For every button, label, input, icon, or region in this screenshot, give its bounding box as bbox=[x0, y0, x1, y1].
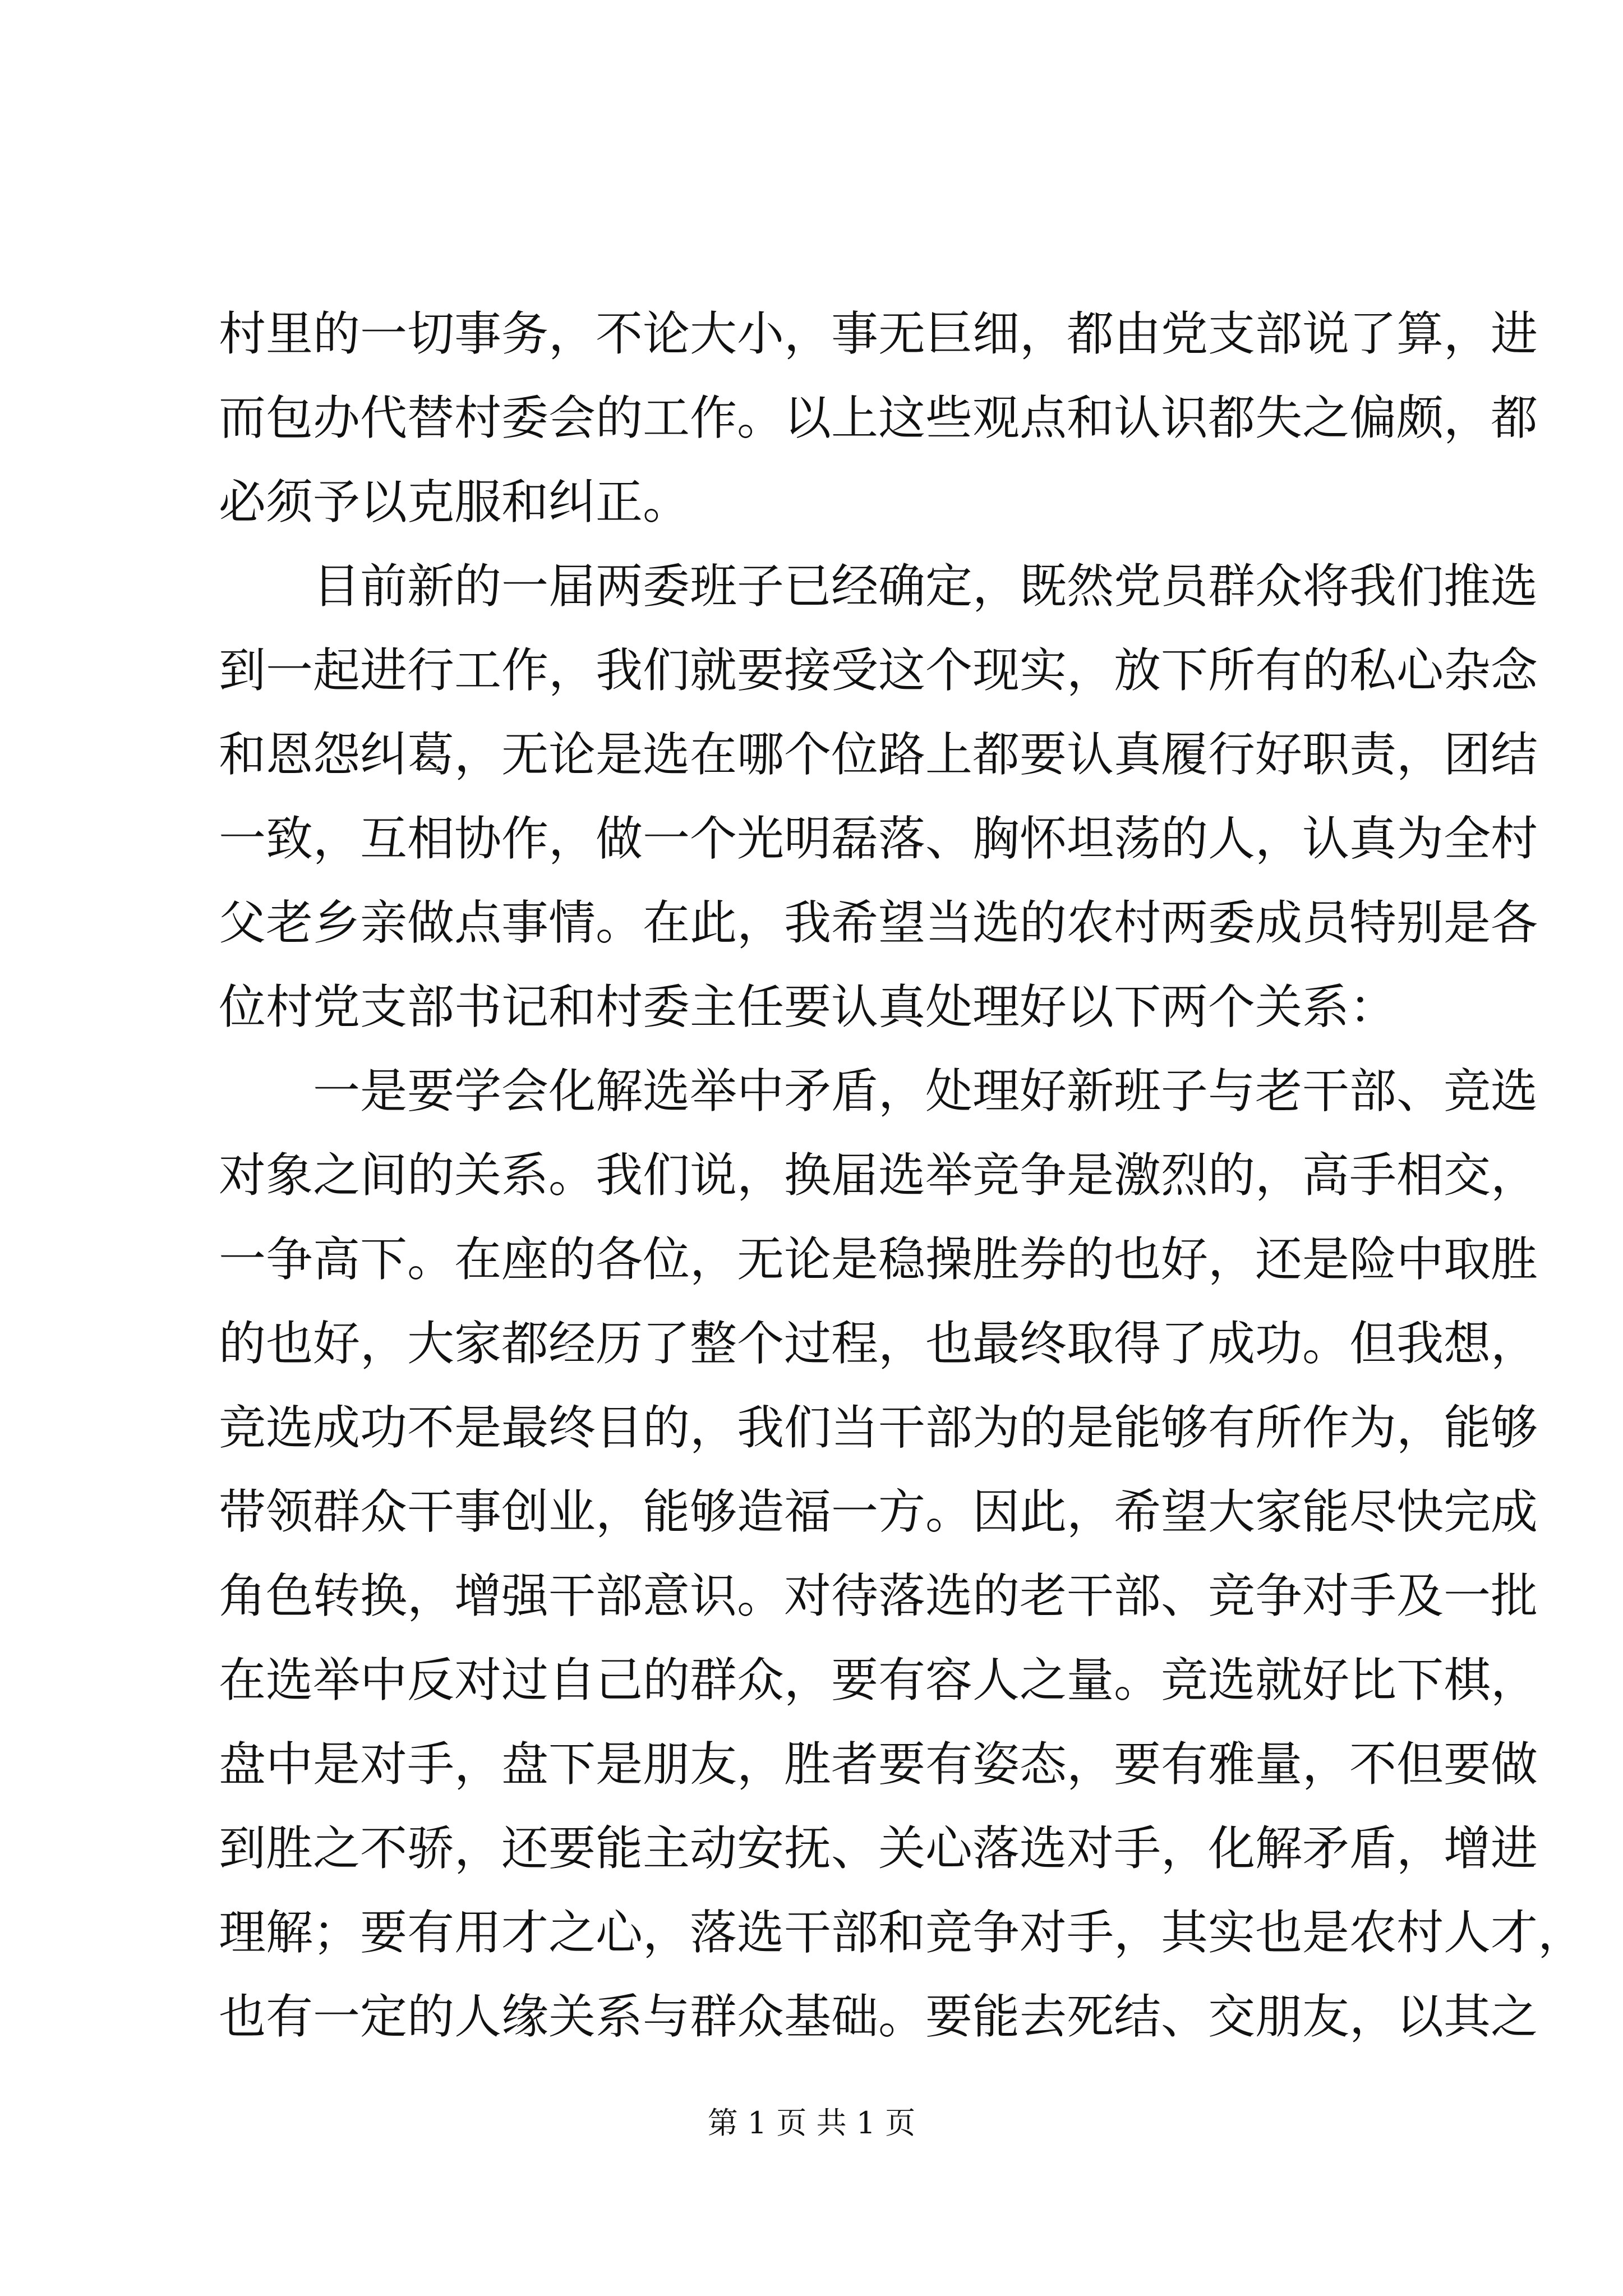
text-line: 村里的一切事务，不论大小，事无巨细，都由党支部说了算，进 bbox=[219, 306, 1538, 361]
text-line: 理解；要有用才之心，落选干部和竞争对手，其实也是农村人才， bbox=[219, 1905, 1585, 1960]
paragraph-start-line: 一是要学会化解选举中矛盾，处理好新班子与老干部、竞选 bbox=[313, 1064, 1538, 1119]
text-line: 也有一定的人缘关系与群众基础。要能去死结、交朋友，以其之 bbox=[219, 1989, 1538, 2044]
text-line: 竞选成功不是最终目的，我们当干部为的是能够有所作为，能够 bbox=[219, 1400, 1538, 1455]
text-line: 而包办代替村委会的工作。以上这些观点和认识都失之偏颇，都 bbox=[219, 390, 1538, 445]
text-line: 必须予以克服和纠正。 bbox=[219, 475, 690, 530]
text-line: 和恩怨纠葛，无论是选在哪个位路上都要认真履行好职责，团结 bbox=[219, 727, 1538, 782]
paragraph-start-line: 目前新的一届两委班子已经确定，既然党员群众将我们推选 bbox=[313, 559, 1538, 614]
text-line: 到一起进行工作，我们就要接受这个现实，放下所有的私心杂念 bbox=[219, 643, 1538, 698]
text-line: 带领群众干事创业，能够造福一方。因此，希望大家能尽快完成 bbox=[219, 1484, 1538, 1539]
text-line: 一致，互相协作，做一个光明磊落、胸怀坦荡的人，认真为全村 bbox=[219, 811, 1538, 866]
text-line: 到胜之不骄，还要能主动安抚、关心落选对手，化解矛盾，增进 bbox=[219, 1821, 1538, 1876]
page-number-footer: 第 1 页 共 1 页 bbox=[707, 2105, 916, 2141]
text-line: 的也好，大家都经历了整个过程，也最终取得了成功。但我想， bbox=[219, 1316, 1538, 1371]
text-line: 盘中是对手，盘下是朋友，胜者要有姿态，要有雅量，不但要做 bbox=[219, 1737, 1538, 1792]
text-line: 对象之间的关系。我们说，换届选举竞争是激烈的，高手相交， bbox=[219, 1148, 1538, 1203]
text-line: 一争高下。在座的各位，无论是稳操胜券的也好，还是险中取胜 bbox=[219, 1232, 1538, 1287]
text-line: 在选举中反对过自己的群众，要有容人之量。竞选就好比下棋， bbox=[219, 1653, 1538, 1708]
text-line: 父老乡亲做点事情。在此，我希望当选的农村两委成员特别是各 bbox=[219, 895, 1538, 950]
text-line: 角色转换，增强干部意识。对待落选的老干部、竞争对手及一批 bbox=[219, 1568, 1538, 1623]
text-line: 位村党支部书记和村委主任要认真处理好以下两个关系： bbox=[219, 979, 1397, 1034]
